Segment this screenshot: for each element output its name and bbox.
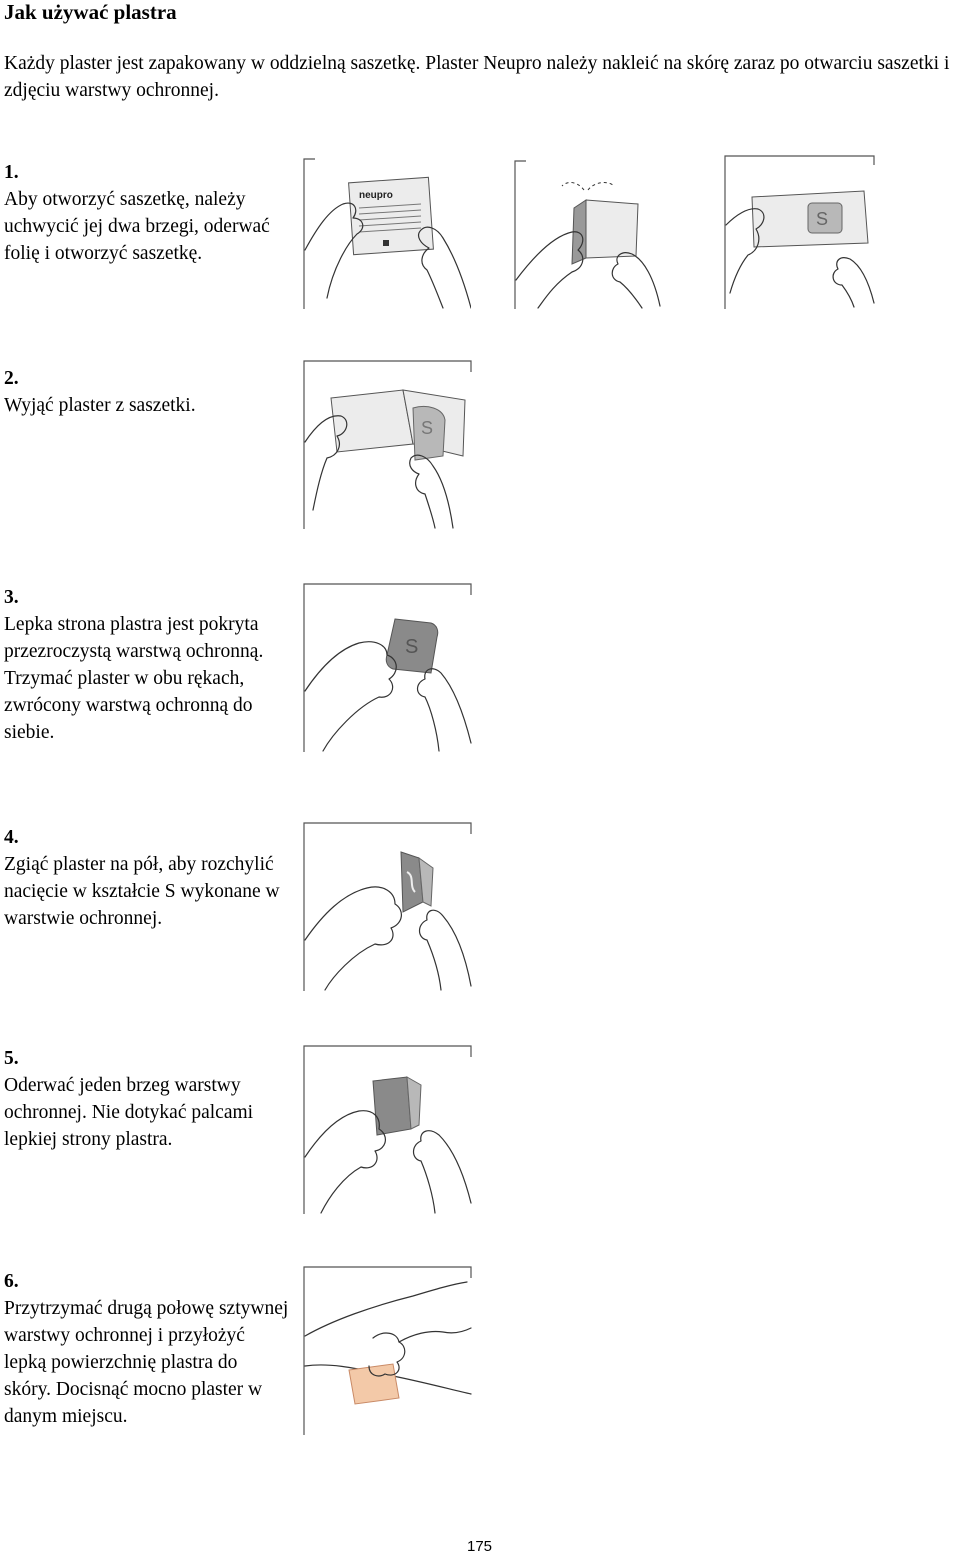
illustration-peeling-liner	[303, 1045, 473, 1215]
illustration-folding-patch	[303, 822, 473, 992]
illustration-hands-holding-sachet	[303, 158, 471, 310]
step-number: 6.	[4, 1271, 19, 1292]
step-number: 5.	[4, 1048, 19, 1069]
step-4	[4, 824, 289, 932]
step-5	[4, 1045, 289, 1153]
step-text: Oderwać jeden brzeg warstwy ochronnej. Nie dotykać palcami lepkiej strony plastra.	[4, 1075, 254, 1150]
illustration-removing-patch	[303, 360, 473, 530]
step-text: Wyjąć plaster z saszetki.	[4, 395, 196, 416]
step-text: Przytrzymać drugą połowę sztywnej warstwy ochronnej i przyłożyć lepką powierzchnię plastra do skóry. Docisnąć mocno plaster w danym miejscu.	[4, 1298, 289, 1427]
step-2	[4, 365, 289, 419]
step-1	[4, 159, 289, 267]
step-text: Lepka strona plastra jest pokryta przezroczystą warstwą ochronną. Trzymać plaster w obu rękach, zwrócony warstwą ochronną do siebie.	[4, 614, 264, 743]
step-number: 3.	[4, 587, 19, 608]
svg-text:S: S	[405, 636, 419, 658]
step-number: 1.	[4, 162, 19, 183]
intro-paragraph: Każdy plaster jest zapakowany w oddzielną saszetkę. Plaster Neupro należy nakleić na skórę zaraz po otwarciu saszetki i zdjęciu warstwy ochronnej.	[4, 53, 950, 101]
illustration-applying-patch-to-skin	[303, 1266, 473, 1436]
illustration-opened-sachet	[724, 155, 876, 310]
section-heading: Jak używać plastra	[4, 0, 177, 24]
svg-text:S: S	[816, 209, 829, 229]
illustration-tearing-sachet	[514, 160, 662, 310]
step-6	[4, 1268, 289, 1430]
step-3	[4, 584, 289, 746]
illustration-holding-patch	[303, 583, 473, 753]
page-number: 175	[467, 1538, 493, 1555]
sachet-logo: neupro	[359, 190, 393, 201]
step-number: 4.	[4, 827, 19, 848]
step-number: 2.	[4, 368, 19, 389]
step-text: Aby otworzyć saszetkę, należy uchwycić jej dwa brzegi, oderwać folię i otworzyć saszetkę.	[4, 189, 270, 264]
svg-text:S: S	[421, 418, 434, 438]
step-text: Zgiąć plaster na pół, aby rozchylić nacięcie w kształcie S wykonane w warstwie ochronnej.	[4, 854, 280, 929]
